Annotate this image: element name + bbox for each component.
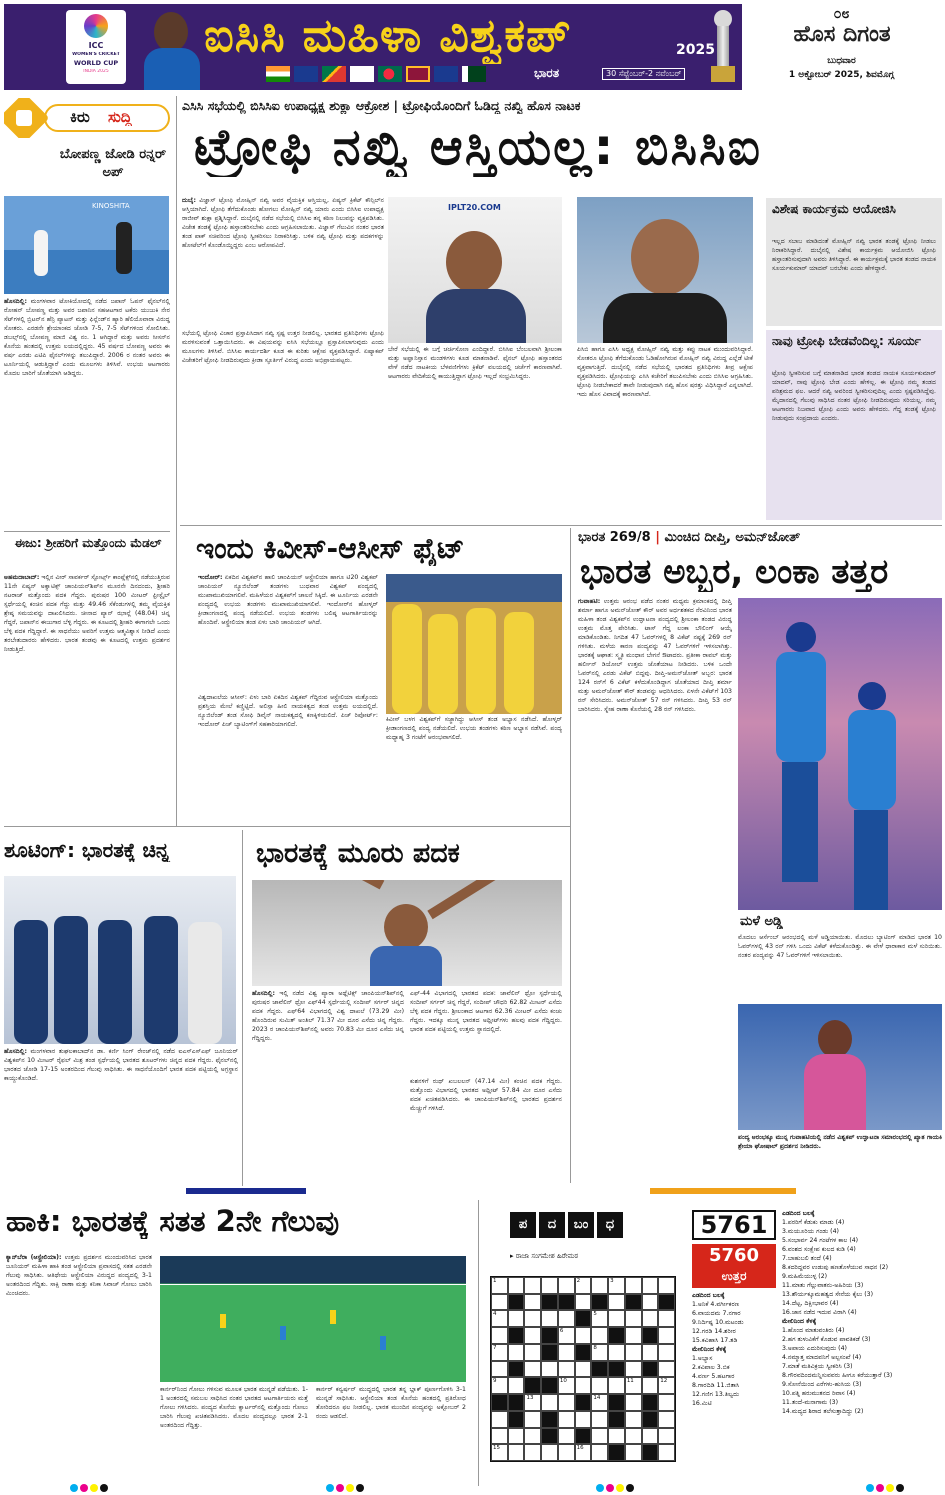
crossword-block bbox=[575, 1310, 592, 1327]
crossword-block bbox=[575, 1344, 592, 1361]
hockey-body-c: ಕಾರ್ನರ್ ಕನ್ವರ್ಷನ್ ಮುದ್ದದಲ್ಲಿ ಭಾರತ ತನ್ನ ಬ್ಲಾಕ್ ಪೂರ್ಣಗೊಳಿಸಿ 3-1 ಮುನ್ನಡೆ ಸಾಧಿಸಿತು. ಆಸ್ಟ್ರೇಲಿಯಾ ತಂಡ ಕೊನೆಯ ಹಂತದಲ್ಲಿ ಪ್ರತಿರೋಧ ತೋರಿದರೂ ಫಲ ನೀಡಲಿಲ್ಲ. ಭಾರತ ಮುಂದಿನ ಪಂದ್ಯವನ್ನು ಅಕ್ಟೋಬರ್ 2 ರಂದು ಆಡಲಿದೆ. bbox=[316, 1386, 466, 1420]
shooting-team-photo bbox=[4, 876, 236, 1044]
crossword-cell[interactable] bbox=[508, 1444, 525, 1461]
crossword-block bbox=[491, 1394, 508, 1411]
crossword-block bbox=[541, 1327, 558, 1344]
banner bbox=[4, 4, 941, 90]
crossword-cell[interactable] bbox=[575, 1294, 592, 1311]
shoot-body: ಹೊಸದಿಲ್ಲಿ: ಮಂಗಳವಾರ ತುಘಲಕಾಬಾದ್‌ನ ಡಾ. ಕರ್ಣಿ ಸಿಂಗ್ ರೇಂಜ್‌ನಲ್ಲಿ ನಡೆದ ಐಎಸ್‌ಎಸ್‌ಎಫ್ ಜೂನಿಯರ್ ವಿಶ್ವಕಪ್‌ನ 10 ಮೀಟರ್ ರೈಫಲ್ ಮಿಶ್ರ ತಂಡ ಸ್ಪರ್ಧೆಯಲ್ಲಿ ಭಾರತದ ಶೂಟರ್‌ಗಳು ಚಿನ್ನದ ಪದಕ ಗೆದ್ದರು. ಫೈನಲ್‌ನಲ್ಲಿ ಭಾರತದ ಜೋಡಿ 17-15 ಅಂತರದಿಂದ ಗೆಲುವು ಸಾಧಿಸಿತು. ಈ ಸಾಧನೆಯೊಂದಿಗೆ ಭಾರತ ಪದಕ ಪಟ್ಟಿಯಲ್ಲಿ ಅಗ್ರಸ್ಥಾನ ಕಾಯ್ದುಕೊಂಡಿದೆ. bbox=[4, 1048, 238, 1082]
crossword-cell[interactable] bbox=[658, 1394, 675, 1411]
crossword-cell[interactable] bbox=[524, 1444, 541, 1461]
kirusuddi-body: ಹೊಸದಿಲ್ಲಿ: ಮಂಗಳವಾರ ಟೋಕಿಯೋದಲ್ಲಿ ನಡೆದ ಜಪಾನ್ ಓಪನ್ ಫೈನಲ್‌ನಲ್ಲಿ ರೋಹನ್ ಬೋಪಣ್ಣ ಮತ್ತು ಅವರ ಜಪಾನಿನ ಸಹಆಟಗಾರ ಟಕೆರು ಯುಜುಕಿ ನೇರ ಸೆಟ್‌ಗಳಲ್ಲಿ ಬ್ರಿಟನ್‌ನ ಹೆನ್ರಿ ಪ್ಯಾಟನ್ ಮತ್ತು ಫಿನ್ಲೆಂಡ್‌ನ ಹ್ಯಾರಿ ಹೆಲಿಯೊವಾರಾ ವಿರುದ್ಧ ಸೋತರು. ಎರಡನೇ ಶ್ರೇಯಾಂಕದ ಜೋಡಿ 7-5, 7-5 ಸೆಟ್‌ಗಳಿಂದ ಸೋಲಿಸಿತು. ಡಬಲ್ಸ್‌ನಲ್ಲಿ ಬೋಪಣ್ಣ ಮಾಜಿ ವಿಶ್ವ ನಂ. 1 ಆಗಿದ್ದಾರೆ ಮತ್ತು ಅವರು ಸೀಸನ್‌ನ ಕೊನೆಯ ಹಂತದಲ್ಲಿ ಉತ್ತಮ ಲಯದಲ್ಲಿದ್ದರು. 45 ವರ್ಷದ ಬೋಪಣ್ಣ ಅವರು ಈ ವರ್ಷ ಎರಡು ಎಟಿಪಿ ಫೈನಲ್‌ಗಳನ್ನು ತಲುಪಿದ್ದಾರೆ. 2006 ರ ನಂತರ ಅವರು ಈ ಟೂರ್ನಿಯಲ್ಲಿ ಆಡುತ್ತಿದ್ದಾರೆ ಎಂದು ಮೂಲಗಳು ತಿಳಿಸಿವೆ. ಉಭಯ ಆಟಗಾರರು ಮೊದಲ ಬಾರಿಗೆ ಜೊತೆಯಾಗಿ ಆಡಿದ್ದರು. bbox=[4, 298, 170, 377]
kiwi-caption: ಕಿವೀಸ್ ಬಳಗ ವಿಶ್ವಕಪ್‌ಗೆ ಸಜ್ಜಾಗಿದ್ದು ಆಸೀಸ್ ತಂಡ ಅಭ್ಯಾಸ ನಡೆಸಿದೆ. ಹೋಳ್ಕರ್ ಕ್ರೀಡಾಂಗಣದಲ್ಲಿ ಪಂದ್ಯ ನಡೆಯಲಿದೆ. ಉಭಯ ತಂಡಗಳು ಕಠಿಣ ಅಭ್ಯಾಸ ನಡೆಸಿವೆ. ಪಂದ್ಯ ಮಧ್ಯಾಹ್ನ 3 ಗಂಟೆಗೆ ಆರಂಭವಾಗಲಿದೆ. bbox=[386, 716, 562, 741]
crossword-cell[interactable] bbox=[491, 1294, 508, 1311]
crossword-cell[interactable] bbox=[558, 1310, 575, 1327]
crossword-cell[interactable]: 10 bbox=[558, 1377, 575, 1394]
team-flags bbox=[266, 66, 508, 84]
crossword-cell[interactable]: 12 bbox=[658, 1377, 675, 1394]
crossword-cell[interactable]: 9 bbox=[491, 1377, 508, 1394]
crossword-cell[interactable] bbox=[608, 1310, 625, 1327]
crossword-block bbox=[508, 1327, 525, 1344]
crossword-block bbox=[658, 1294, 675, 1311]
crossword-block bbox=[642, 1361, 659, 1378]
crossword-title: ಪ ದ ಬಂ ಧ bbox=[510, 1212, 623, 1238]
crossword-cell[interactable] bbox=[575, 1361, 592, 1378]
crossword-block bbox=[541, 1377, 558, 1394]
crossword-cell[interactable]: 6 bbox=[558, 1327, 575, 1344]
crossword-cell[interactable] bbox=[508, 1428, 525, 1445]
crossword-cell[interactable] bbox=[625, 1344, 642, 1361]
crossword-cell[interactable]: 14 bbox=[591, 1394, 608, 1411]
crossword-cell[interactable] bbox=[591, 1377, 608, 1394]
banner-year: 2025 bbox=[676, 42, 715, 58]
medal-body-b: ಎಫ್-44 ವಿಭಾಗದಲ್ಲಿ ಭಾರತದ ಪದಕ: ಜಾವೆಲಿನ್ ಥ್ರೋ ಸ್ಪರ್ಧೆಯಲ್ಲಿ ಸಂದೀಪ್ ಸರ್ಗರ್ ಚಿನ್ನ ಗೆದ್ದರೆ, ಸಂದೀಪ್ ಚೌಧರಿ 62.82 ಮೀಟರ್ ಎಸೆದು ಬೆಳ್ಳಿ ಪದಕ ಗೆದ್ದರು. ಶ್ರೀಲಂಕಾದ ಆಟಗಾರ 62.36 ಮೀಟರ್ ಎಸೆದು ಕಂಚು ಗೆದ್ದರು. ಇದಕ್ಕೂ ಮುನ್ನ ಭಾರತದ ಅಥ್ಲೀಟ್‌ಗಳು ಹಲವು ಪದಕ ಗೆದ್ದಿದ್ದರು. ಭಾರತ ಪದಕ ಪಟ್ಟಿಯಲ್ಲಿ ಉತ್ತಮ ಸ್ಥಾನದಲ್ಲಿದೆ. bbox=[410, 990, 562, 1033]
shreya-caption: ಪಂದ್ಯ ಆರಂಭಕ್ಕೂ ಮುನ್ನ ಗುವಾಹಟಿಯಲ್ಲಿ ನಡೆದ ವಿಶ್ವಕಪ್ ಉದ್ಘಾಟನಾ ಸಮಾರಂಭದಲ್ಲಿ ಖ್ಯಾತ ಗಾಯಕಿ ಶ್ರೇಯಾ ಘೋಷಾಲ್ ಪ್ರದರ್ಶನ ನೀಡಿದರು. bbox=[738, 1134, 942, 1150]
crossword-cell[interactable] bbox=[658, 1361, 675, 1378]
crossword-cell[interactable] bbox=[608, 1377, 625, 1394]
crossword-block bbox=[508, 1294, 525, 1311]
crossword-cell[interactable] bbox=[625, 1361, 642, 1378]
crossword-cell[interactable] bbox=[575, 1327, 592, 1344]
crossword-cell[interactable] bbox=[524, 1428, 541, 1445]
crossword-cell[interactable] bbox=[491, 1361, 508, 1378]
special-box: ವಿಶೇಷ ಕಾರ್ಯಕ್ರಮ ಆಯೋಜಿಸಿ ಇಲ್ಲದ ಸಬಾಬ ಮಾಡಿದಂತೆ ಮೋಹ್ಸಿನ್ ನಖ್ವಿ ಭಾರತ ತಂಡಕ್ಕೆ ಟ್ರೋಫಿ ನೀಡಲು ನಿರಾಕರಿಸಿದ್ದಾರೆ. ದುಬೈನಲ್ಲಿ ವಿಶೇಷ ಕಾರ್ಯಕ್ರಮ ಆಯೋಜಿಸಿ ಟ್ರೋಫಿ ಹಸ್ತಾಂತರಿಸುವುದಾಗಿ ಅವರು ತಿಳಿಸಿದ್ದಾರೆ. ಈ ಕಾರ್ಯಕ್ರಮಕ್ಕೆ ಭಾರತ ತಂಡದ ನಾಯಕ ಸೂರ್ಯಕುಮಾರ್ ಯಾದವ್ ಬರಬೇಕು ಎಂದು ಹೇಳಿದ್ದಾರೆ. bbox=[766, 198, 942, 326]
masthead bbox=[742, 4, 941, 90]
crossword-cell[interactable] bbox=[541, 1310, 558, 1327]
crossword-cell[interactable] bbox=[541, 1394, 558, 1411]
crossword-block bbox=[625, 1294, 642, 1311]
crossword-block bbox=[642, 1327, 659, 1344]
crossword-cell[interactable]: 1 bbox=[491, 1277, 508, 1294]
crossword-cell[interactable]: 15 bbox=[491, 1444, 508, 1461]
lead-col4: ಪಿಸಿಬಿ ಹಾಗೂ ಎಸಿಸಿ ಅಧ್ಯಕ್ಷ ಮೋಹ್ಸಿನ್ ನಖ್ವಿ ಮತ್ತು ಕಪ್ಪು ನಾಟಕ ಮುಂದುವರಿಸಿದ್ದಾರೆ. ಸೋತರೂ ಟ್ರೋಫಿ ತೆಗೆದುಕೊಂಡು ಓಡಿಹೋಗಿರುವ ಮೋಹ್ಸಿನ್ ನಖ್ವಿ ವಿರುದ್ಧ ಎಲ್ಲೆಡೆ ಟೀಕೆ ವ್ಯಕ್ತವಾಗುತ್ತಿದೆ. ದುಬೈನಲ್ಲಿ ನಡೆದ ಸಭೆಯಲ್ಲಿ ಭಾರತದ ಪ್ರತಿನಿಧಿಗಳು ತೀವ್ರ ಆಕ್ಷೇಪ ವ್ಯಕ್ತಪಡಿಸಿದರು. ಟ್ರೋಫಿಯನ್ನು ಎಸಿಸಿ ಕಚೇರಿಗೆ ತಲುಪಿಸಬೇಕು ಎಂದು ಬಿಸಿಸಿಐ ಆಗ್ರಹಿಸಿತು. ಟ್ರೋಫಿ ನೀಡಬೇಕಾದರೆ ತಾವೇ ನೀಡುವುದಾಗಿ ನಖ್ವಿ ಹೊಸ ಷರತ್ತು ವಿಧಿಸಿದ್ದಾರೆ ಎನ್ನಲಾಗಿದೆ. ಇದು ಹೊಸ ವಿವಾದಕ್ಕೆ ಕಾರಣವಾಗಿದೆ. bbox=[577, 346, 753, 398]
medal-body-c: ಕುಶನಳಿಗೆ ರುಥ್ ಖಬಲಲನ್ (47.14 ಮೀ) ಕಂಚಿನ ಪದಕ ಗೆದ್ದರು. ಮತ್ತೊಂದು ವಿಭಾಗದಲ್ಲಿ ಭಾರತದ ಅಥ್ಲೀಟ್ 57.84 ಮೀ ದೂರ ಎಸೆದು ಪದಕ ಖಚಿತಪಡಿಸಿದರು. ಈ ಚಾಂಪಿಯನ್‌ಶಿಪ್‌ನಲ್ಲಿ ಭಾರತದ ಪ್ರದರ್ಶನ ಮೆಚ್ಚುಗೆ ಗಳಿಸಿದೆ. bbox=[410, 1078, 562, 1112]
crossword-cell[interactable]: 5 bbox=[591, 1310, 608, 1327]
medal-body-a: ಹೊಸದಿಲ್ಲಿ: ಇಲ್ಲಿ ನಡೆದ ವಿಶ್ವ ಪ್ಯಾರಾ ಅಥ್ಲೆಟಿಕ್ಸ್ ಚಾಂಪಿಯನ್‌ಶಿಪ್‌ನಲ್ಲಿ ಪುರುಷರ ಜಾವೆಲಿನ್ ಥ್ರೋ ಎಫ್44 ಸ್ಪರ್ಧೆಯಲ್ಲಿ ಸಂದೀಪ್ ಸರ್ಗರ್ ಚಿನ್ನದ ಪದಕ ಗೆದ್ದರು. ಎಫ್64 ವಿಭಾಗದಲ್ಲಿ ವಿಶ್ವ ದಾಖಲೆ (73.29 ಮೀ) ಹೊಂದಿರುವ ಸುಮಿತ್ ಅಂತಿಲ್ 71.37 ಮೀ ದೂರ ಎಸೆದು ಚಿನ್ನ ಗೆದ್ದರು. 2023 ರ ಚಾಂಪಿಯನ್‌ಶಿಪ್‌ನಲ್ಲಿ ಅವರು 70.83 ಮೀ ದೂರ ಎಸೆದು ಚಿನ್ನ ಗೆದ್ದಿದ್ದರು. bbox=[252, 990, 404, 1042]
crossword-cell[interactable] bbox=[658, 1411, 675, 1428]
crossword-cell[interactable] bbox=[491, 1428, 508, 1445]
lead-kicker: ಎಸಿಸಿ ಸಭೆಯಲ್ಲಿ ಬಿಸಿಸಿಐ ಉಪಾಧ್ಯಕ್ಷ ಶುಕ್ಲಾ ಆಕ್ರೋಶ | ಟ್ರೋಫಿಯೊಂದಿಗೆ ಓಡಿದ್ದ ನಖ್ವಿ ಹೊಸ ನಾಟಕ bbox=[182, 98, 581, 113]
crossword-compiler: ▸ ರಾಜಾ ಸಂಗಮೇಶ ಹಿರೇಮಠ bbox=[510, 1252, 579, 1260]
crossword-cell[interactable] bbox=[658, 1310, 675, 1327]
lead-headline: ಟ್ರೋಫಿ ನಖ್ವಿ ಆಸ್ತಿಯಲ್ಲ: ಬಿಸಿಸಿಐ bbox=[194, 118, 762, 176]
rain-title: ಮಳೆ ಅಡ್ಡಿ bbox=[740, 914, 783, 929]
hockey-body-a: ಕ್ಯಾನ್‌ಬೆರಾ (ಆಸ್ಟ್ರೇಲಿಯಾ): ಉತ್ತಮ ಪ್ರದರ್ಶನ ಮುಂದುವರಿಸಿದ ಭಾರತ ಜೂನಿಯರ್ ಮಹಿಳಾ ಹಾಕಿ ತಂಡ ಆಸ್ಟ್ರೇಲಿಯಾ ಪ್ರವಾಸದಲ್ಲಿ ಸತತ ಎರಡನೇ ಗೆಲುವು ಸಾಧಿಸಿತು. ಆತಿಥೇಯ ಆಸ್ಟ್ರೇಲಿಯಾ ವಿರುದ್ಧದ ಪಂದ್ಯದಲ್ಲಿ 3-1 ಅಂತರದಿಂದ ಗೆದ್ದಿತು. ಸಾಕ್ಷಿ ರಾಣಾ ಮತ್ತು ಕನಿಕಾ ಸಿವಾಚ್ ಗೋಲು ಬಾರಿಸಿ ಮಿಂಚಿದರು. bbox=[6, 1254, 152, 1297]
surya-box: ನಾವು ಟ್ರೋಫಿ ಬೇಡವೆಂದಿಲ್ಲ: ಸೂರ್ಯ ಟ್ರೋಫಿ ಸ್ವೀಕರಿಸುವ ಬಗ್ಗೆ ಮಾತನಾಡಿದ ಭಾರತ ತಂಡದ ನಾಯಕ ಸೂರ್ಯಕುಮಾರ್ ಯಾದವ್, ನಾವು ಟ್ರೋಫಿ ಬೇಡ ಎಂದು ಹೇಳಿಲ್ಲ. ಈ ಟ್ರೋಫಿ ನಮ್ಮ ತಂಡದ ಪರಿಶ್ರಮದ ಫಲ. ಆದರೆ ನಖ್ವಿ ಅವರಿಂದ ಸ್ವೀಕರಿಸುವುದಿಲ್ಲ ಎಂದು ಸ್ಪಷ್ಟಪಡಿಸಿದ್ದೆವು. ಮೈದಾನದಲ್ಲಿ ಗೆಲುವು ಸಾಧಿಸಿದ ನಂತರ ಟ್ರೋಫಿ ನೀಡದಿರುವುದು ಸರಿಯಲ್ಲ. ನಮ್ಮ ಆಟಗಾರರು ನಿಜವಾದ ಟ್ರೋಫಿ ಎಂದು ಅವರು ಹೇಳಿದರು. ಗೆದ್ದ ತಂಡಕ್ಕೆ ಟ್ರೋಫಿ ನೀಡುವುದು ಸಂಪ್ರದಾಯ ಎಂದರು. bbox=[766, 330, 942, 520]
kiwi-body-b: ವಿಶ್ವದಾಖಲೆಯ ಆಸೀಸ್: ಏಳು ಬಾರಿ ಏಕದಿನ ವಿಶ್ವಕಪ್ ಗೆದ್ದಿರುವ ಆಸ್ಟ್ರೇಲಿಯಾ ಮತ್ತೊಂದು ಪ್ರಶಸ್ತಿಯ ಮೇಲೆ ಕಣ್ಣಿಟ್ಟಿದೆ. ಅಲಿಸ್ಸಾ ಹೀಲಿ ನಾಯಕತ್ವದ ತಂಡ ಉತ್ತಮ ಲಯದಲ್ಲಿದೆ. ನ್ಯೂಜಿಲೆಂಡ್ ತಂಡ ಸೋಫಿ ಡಿವೈನ್ ನಾಯಕತ್ವದಲ್ಲಿ ಕಣಕ್ಕಿಳಿಯಲಿದೆ. ಪಿಚ್ ರಿಪೋರ್ಟ್: ಇಂದೋರ್ ಪಿಚ್ ಬ್ಯಾಟಿಂಗ್‌ಗೆ ಸಹಕಾರಿಯಾಗಲಿದೆ. bbox=[198, 694, 378, 728]
crossword-cell[interactable] bbox=[658, 1444, 675, 1461]
banner-title: ಐಸಿಸಿ ಮಹಿಳಾ ವಿಶ್ವಕಪ್ bbox=[204, 8, 572, 62]
crossword-cell[interactable] bbox=[658, 1344, 675, 1361]
crossword-cell[interactable] bbox=[625, 1411, 642, 1428]
crossword-block bbox=[508, 1411, 525, 1428]
crossword-cell[interactable] bbox=[625, 1277, 642, 1294]
crossword-cell[interactable] bbox=[558, 1361, 575, 1378]
crossword-cell[interactable]: 7 bbox=[491, 1344, 508, 1361]
shoot-headline: ಶೂಟಿಂಗ್: ಭಾರತಕ್ಕೆ ಚಿನ್ನ bbox=[4, 838, 170, 862]
rain-body: ಮೊದಲು ಆರ್ಸೆಂಬ್ ಆರಂಭದಲ್ಲಿ ಮಳೆ ಅಡ್ಡಿಯಾಯಿತು. ಮೊದಲು ಬ್ಯಾಟಿಂಗ್ ಮಾಡಿದ ಭಾರತ 10 ಓವರ್‌ಗಳಲ್ಲಿ 43 ರನ್ ಗಳಿಸಿ ಒಂದು ವಿಕೆಟ್ ಕಳೆದುಕೊಂಡಿತ್ತು. ಈ ವೇಳೆ ಧಾರಾಕಾರ ಮಳೆ ಸುರಿಯಿತು. ನಂತರ ಪಂದ್ಯವನ್ನು 47 ಓವರ್‌ಗಳಿಗೆ ಇಳಿಸಲಾಯಿತು. bbox=[738, 934, 942, 959]
australia-team-photo bbox=[386, 574, 562, 714]
crossword-cell[interactable] bbox=[591, 1411, 608, 1428]
crossword-cell[interactable] bbox=[524, 1294, 541, 1311]
crossword-block bbox=[541, 1428, 558, 1445]
crossword-cell[interactable] bbox=[524, 1327, 541, 1344]
crossword-number: 5761 bbox=[692, 1210, 776, 1240]
crossword-block bbox=[524, 1377, 541, 1394]
swim-headline: ಈಜು: ಶ್ರೀಹರಿಗೆ ಮತ್ತೊಂದು ಮೆಡಲ್ bbox=[14, 536, 162, 550]
crossword-cell[interactable] bbox=[658, 1327, 675, 1344]
kiwi-headline: ಇಂದು ಕಿವೀಸ್-ಆಸೀಸ್ ಫೈಟ್ bbox=[196, 532, 465, 565]
crossword-cell[interactable] bbox=[508, 1377, 525, 1394]
crossword-cell[interactable]: 11 bbox=[625, 1377, 642, 1394]
crossword-cell[interactable] bbox=[591, 1428, 608, 1445]
lead-col1: ದುಬೈ: ವಿಜ್ಞಾಸ್ ಟ್ರೋಫಿ ಮೋಹ್ಸಿನ್ ನಖ್ವಿ ಅವರ ವೈಯಕ್ತಿಕ ಆಸ್ತಿಯಲ್ಲ, ಏಷ್ಯನ್ ಕ್ರಿಕೆಟ್ ಕೌನ್ಸಿಲ್‌ನ ಆಸ್ತಿಯಾಗಿದೆ. ಟ್ರೋಫಿ ತೆಗೆದುಕೊಂಡು ಹೋಗಲು ಮೋಹ್ಸಿನ್ ನಖ್ವಿ ಯಾರು ಎಂದು ಬಿಸಿಸಿಐ ಉಪಾಧ್ಯಕ್ಷ ರಾಜೀವ್ ಶುಕ್ಲಾ ಪ್ರಶ್ನಿಸಿದ್ದಾರೆ. ದುಬೈನಲ್ಲಿ ನಡೆದ ಸಭೆಯಲ್ಲಿ ಬಿಸಿಸಿಐ ತನ್ನ ಕಠಿಣ ನಿಲುವನ್ನು ವ್ಯಕ್ತಪಡಿಸಿತು. ವಿಜೇತ ತಂಡಕ್ಕೆ ಟ್ರೋಫಿ ಹಸ್ತಾಂತರಿಸಬೇಕು ಎಂದು ಆಗ್ರಹಿಸಲಾಯಿತು. ವಿಜ್ಞಾಸ್ ಗೆಲುವಿನ ನಂತರ ಭಾರತ ತಂಡ ಪಾಕ್ ಸಚಿವರಿಂದ ಟ್ರೋಫಿ ಸ್ವೀಕರಿಸಲು ನಿರಾಕರಿಸಿತ್ತು. ಬಳಿಕ ನಖ್ವಿ ಟ್ರೋಫಿ ಮತ್ತು ಪದಕಗಳನ್ನು ಹೋಟೆಲ್‌ಗೆ ಕೊಂಡೊಯ್ದಿದ್ದರು ಎಂಬ ಆರೋಪವಿದೆ. bbox=[182, 197, 384, 249]
banner-dates: 30 ಸೆಪ್ಟೆಂಬರ್-2 ನವೆಂಬರ್ bbox=[602, 68, 685, 80]
india-batters-photo bbox=[738, 598, 942, 910]
hockey-headline: ಹಾಕಿ: ಭಾರತಕ್ಕೆ ಸತತ 2ನೇ ಗೆಲುವು bbox=[6, 1204, 340, 1238]
crossword-cell[interactable] bbox=[524, 1411, 541, 1428]
clues: ಎಡದಿಂದ ಬಲಕ್ಕೆ 1.ಪರರಿಗೆ ಕೆಡುಕು ಮಾಡು (4) 3.ಮಯೂರಿಯ ಗಂಡು (4) 5.ಸಂಭಾರ್ವ 24 ಗಂಟೆಗಳ ಕಾಲ (4) 6.ವಂಶದ ಸಂಕ್ಷೇಪ ಕುಲದ ಕುಡಿ (4) 7.ಬಾಹುಬಲಿ ತಂದೆ (4) 8.ಕದರಿದ್ದವರ ಉಡುಪು ಹಣತೊಳೆಯುವ ಸಾಧನ (2) 9.ಮಹಿಮೆಯುಳ್ಳ (2) 11.ಮಾತು ಗೆಲ್ಲುವಾತನು-ಅಹಿರಿಯ (3) 13.ಶೌರ್ಯಕ್ಕೂಮಹತ್ವದ ಸೇನೆಯ ಕೈಲು (3) 14.ದೆಟ್ಟ, ದಿಕ್ಷೀಭಾವರ (4) 16.ಜಾನ ನಡೆದ ಇದುವ ವಿರಾಗಿ (4) ಮೇಲಿನಿಂದ ಕೆಳಕ್ಕೆ 1.ಹೊಂದ ಮಾತುವಂತಿರು (4) 2.ಹಗ ತುಳುವಿಕೆಗೆ ಕೊಡುವ ಪಾವತಿಕಡೆ (3) 3.ಅಪಾಯ ಎದುರಿಸುವುದು (4) 4.ನಮ್ಮಾತ್ತ ಮಾದವನಿಗೆ ಅಲ್ಪಸಂಖೆ (4) 7.ಮಾತೆ ಮತಿವಿಕ್ರಯ ಸ್ವೀಕರಿಸಿ (3) 8.ಗೌರವದಿಂದಮನ್ನಿಸುವವರು ಹೀಗೂ ಕರೆಯುತ್ತಾರೆ (3) 9.ಸೋನೆಯಿಂದ ಎರೆಗಳು-ಹುಸಿಯ (3) 10.ಪತ್ನಿ ಹರುಮುತನದ ರಿವಾಸ (4) 11.ತಂದೆ-ಮನಾಗಾಮ (3) 14.ಮದ್ಯದ ಶಿರಾದ ತಲೆಸುತ್ತಾದಿದ್ದು (2) bbox=[782, 1210, 893, 1415]
issue-day: ಬುಧವಾರ bbox=[827, 56, 856, 66]
prev-answer-box: 5760 ಉತ್ತರ bbox=[692, 1244, 776, 1288]
crossword-cell[interactable] bbox=[524, 1344, 541, 1361]
crossword-cell[interactable] bbox=[625, 1444, 642, 1461]
crossword-cell[interactable] bbox=[642, 1428, 659, 1445]
crossword-block bbox=[608, 1361, 625, 1378]
hockey-photo bbox=[160, 1256, 466, 1382]
crossword-cell[interactable] bbox=[642, 1377, 659, 1394]
crossword-cell[interactable] bbox=[642, 1294, 659, 1311]
crossword-cell[interactable] bbox=[541, 1361, 558, 1378]
crossword-cell[interactable] bbox=[575, 1377, 592, 1394]
crossword-block bbox=[642, 1394, 659, 1411]
player-photo bbox=[136, 4, 206, 90]
crossword-cell[interactable] bbox=[658, 1428, 675, 1445]
crossword-grid[interactable] bbox=[490, 1276, 676, 1462]
crossword-cell[interactable] bbox=[558, 1394, 575, 1411]
crossword-cell[interactable] bbox=[625, 1327, 642, 1344]
javelin-photo bbox=[252, 880, 562, 986]
crossword-block bbox=[575, 1394, 592, 1411]
crossword-block bbox=[642, 1444, 659, 1461]
world-cup-logo-icon: ICC WOMEN'S CRICKET WORLD CUP INDIA 2025 bbox=[66, 10, 126, 84]
crossword-cell[interactable] bbox=[608, 1294, 625, 1311]
india-headline: ಭಾರತ ಅಬ್ಬರ, ಲಂಕಾ ತತ್ತರ bbox=[580, 552, 889, 592]
crossword-cell[interactable] bbox=[625, 1394, 642, 1411]
crossword-cell[interactable] bbox=[558, 1444, 575, 1461]
crossword-cell[interactable] bbox=[642, 1344, 659, 1361]
crossword-cell[interactable] bbox=[491, 1327, 508, 1344]
crossword-cell[interactable]: 16 bbox=[575, 1444, 592, 1461]
crossword-cell[interactable]: 3 bbox=[608, 1277, 625, 1294]
crossword-block bbox=[558, 1294, 575, 1311]
crossword-cell[interactable] bbox=[625, 1310, 642, 1327]
crossword-block bbox=[608, 1394, 625, 1411]
crossword-cell[interactable] bbox=[524, 1310, 541, 1327]
crossword-cell[interactable] bbox=[608, 1344, 625, 1361]
crossword-cell[interactable]: 2 bbox=[575, 1277, 592, 1294]
crossword-cell[interactable] bbox=[558, 1277, 575, 1294]
crossword-cell[interactable]: 4 bbox=[491, 1310, 508, 1327]
crossword-cell[interactable] bbox=[591, 1277, 608, 1294]
crossword-cell[interactable] bbox=[508, 1344, 525, 1361]
crossword-cell[interactable] bbox=[558, 1411, 575, 1428]
crossword-cell[interactable]: 8 bbox=[591, 1344, 608, 1361]
lead-col3: ಬೇರೆ ಸಭೆಯಲ್ಲಿ ಈ ಬಗ್ಗೆ ಚರ್ಚಿಸೋಣ ಎಂದಿದ್ದಾರೆ. ಬಿಸಿಸಿಐ ಬೆಂಬಲವಾಗಿ ಶ್ರೀಲಂಕಾ ಮತ್ತು ಅಫ್ಘಾನಿಸ್ತಾನ ಮಂಡಳಿಗಳು ಕೂಡ ಮಾತನಾಡಿವೆ. ಫೈನಲ್ ಟ್ರೋಫಿ ಹಸ್ತಾಂತರದ ವೇಳೆ ನಡೆದ ನಾಟಕೀಯ ಬೆಳವಣಿಗೆಗಳು ಕ್ರಿಕೆಟ್ ವಲಯದಲ್ಲಿ ಚರ್ಚೆಗೆ ಕಾರಣವಾಗಿವೆ. ಆಟಗಾರರು ವೇದಿಕೆಯಲ್ಲಿ ಕಾಯುತ್ತಿದ್ದಾಗ ಟ್ರೋಫಿ ಇಲ್ಲದೆ ಸಂಭ್ರಮಿಸಿದ್ದರು. bbox=[388, 346, 562, 380]
swim-body: ಅಹಮದಾಬಾದ್: ಇಲ್ಲಿನ ವೀರ್ ಸಾವರ್ಕರ್ ಸ್ಪೋರ್ಟ್ಸ್ ಕಾಂಪ್ಲೆಕ್ಸ್‌ನಲ್ಲಿ ನಡೆಯುತ್ತಿರುವ 11ನೇ ಏಷ್ಯನ್ ಅಕ್ವಾಟಿಕ್ಸ್ ಚಾಂಪಿಯನ್‌ಶಿಪ್‌ನ ಮೂರನೇ ದಿನದಂದು, ಶ್ರೀಹರಿ ನಟರಾಜ್ ಮತ್ತೊಂದು ಪದಕ ಗೆದ್ದರು. ಪುರುಷರ 100 ಮೀಟರ್ ಫ್ರೀಸ್ಟೈಲ್ ಸ್ಪರ್ಧೆಯಲ್ಲಿ ಕಂಚಿನ ಪದಕ ಗೆದ್ದು ಮತ್ತು 49.46 ಸೆಕೆಂಡುಗಳಲ್ಲಿ ತಮ್ಮ ವೈಯಕ್ತಿಕ ಶ್ರೇಷ್ಠ ಸಮಯವನ್ನು ದಾಖಲಿಸಿದರು. ಚೀನಾದ ಪ್ಯಾನ್ ಝಾನ್ಲೆ (48.04) ಚಿನ್ನ ಗೆದ್ದರೆ, ಜಪಾನ್‌ನ ಈಜುಗಾರ ಬೆಳ್ಳಿ ಗೆದ್ದರು. ಈ ಕೂಟದಲ್ಲಿ ಶ್ರೀಹರಿ ಈಗಾಗಲೇ ಒಂದು ಬೆಳ್ಳಿ ಪದಕ ಗೆದ್ದಿದ್ದಾರೆ. ಈ ಸಾಧನೆಯು ಅವರಿಗೆ ಉತ್ತಮ ಆತ್ಮವಿಶ್ವಾಸ ನೀಡಿದೆ ಎಂದು ತರಬೇತುದಾರರು ಹೇಳಿದರು. ಭಾರತ ತಂಡವು ಈ ಕೂಟದಲ್ಲಿ ಉತ್ತಮ ಪ್ರದರ್ಶನ ನೀಡುತ್ತಿದೆ. bbox=[4, 574, 170, 653]
trophy-icon bbox=[708, 10, 738, 86]
crossword-cell[interactable] bbox=[541, 1277, 558, 1294]
crossword-cell[interactable] bbox=[524, 1361, 541, 1378]
crossword-cell[interactable] bbox=[608, 1428, 625, 1445]
color-strip bbox=[186, 1188, 306, 1194]
paper-name: ಹೊಸ ದಿಗಂತ bbox=[793, 22, 891, 47]
crossword-block bbox=[608, 1444, 625, 1461]
crossword-cell[interactable] bbox=[642, 1277, 659, 1294]
crossword-cell[interactable]: 13 bbox=[524, 1394, 541, 1411]
crossword-block bbox=[608, 1411, 625, 1428]
crossword-cell[interactable] bbox=[575, 1411, 592, 1428]
india-body: ಗುವಾಹಟಿ: ಉತ್ತಮ ಆರಂಭ ಪಡೆದ ನಂತರ ಮಧ್ಯಮ ಕ್ರಮಾಂಕದಲ್ಲಿ ದೀಪ್ತಿ ಶರ್ಮಾ ಹಾಗೂ ಅಮನ್‌ಜೋತ್ ಕೌರ್ ಅವರ ಅರ್ಧಶತಕದ ನೆರವಿನಿಂದ ಭಾರತ ಮಹಿಳಾ ತಂಡ ವಿಶ್ವಕಪ್‌ನ ಉದ್ಘಾಟನಾ ಪಂದ್ಯದಲ್ಲಿ ಶ್ರೀಲಂಕಾ ತಂಡದ ವಿರುದ್ಧ ಉತ್ತಮ ಮೊತ್ತ ಪೇರಿಸಿತು. ಟಾಸ್ ಗೆದ್ದ ಲಂಕಾ ಬೌಲಿಂಗ್ ಆಯ್ಕೆ ಮಾಡಿಕೊಂಡಿತು. ನಿಗದಿತ 47 ಓವರ್‌ಗಳಲ್ಲಿ 8 ವಿಕೆಟ್ ನಷ್ಟಕ್ಕೆ 269 ರನ್ ಗಳಿಸಿತು. ಮಳೆಯ ಕಾರಣ ಪಂದ್ಯವನ್ನು 47 ಓವರ್‌ಗಳಿಗೆ ಇಳಿಸಲಾಗಿತ್ತು. ಭಾರತಕ್ಕೆ ಆಘಾತ: ಸ್ಮೃತಿ ಮಂಧಾನ ಬೇಗನೆ ಔಟಾದರು. ಪ್ರತೀಕಾ ರಾವಲ್ ಮತ್ತು ಹರ್ಲೀನ್ ಡಿಯೋಲ್ ಉತ್ತಮ ಜೊತೆಯಾಟ ನೀಡಿದರು. ಬಳಿಕ ಒಂದೇ ಓವರ್‌ನಲ್ಲಿ ಎರಡು ವಿಕೆಟ್ ಬಿದ್ದವು. ದೀಪ್ತಿ-ಅಮನ್‌ಜೋತ್ ಅಬ್ಬರ: ಭಾರತ 124 ರನ್‌ಗೆ 6 ವಿಕೆಟ್ ಕಳೆದುಕೊಂಡಿದ್ದಾಗ ಜೊತೆಯಾದ ದೀಪ್ತಿ ಶರ್ಮಾ ಮತ್ತು ಅಮನ್‌ಜೋತ್ ಕೌರ್ ತಂಡವನ್ನು ಆಧರಿಸಿದರು. ಏಳನೇ ವಿಕೆಟ್‌ಗೆ 103 ರನ್ ಸೇರಿಸಿದರು. ಅಮನ್‌ಜೋತ್ 57 ರನ್ ಗಳಿಸಿದರು. ದೀಪ್ತಿ 53 ರನ್ ಬಾರಿಸಿದರು. ಸ್ನೇಹ ರಾಣಾ ಕೊನೆಯಲ್ಲಿ 28 ರನ್ ಗಳಿಸಿದರು. bbox=[578, 598, 732, 713]
crossword-cell[interactable] bbox=[625, 1428, 642, 1445]
crossword-cell[interactable] bbox=[524, 1277, 541, 1294]
lead-col2: ಸಭೆಯಲ್ಲಿ ಟ್ರೋಫಿ ವಿಚಾರ ಪ್ರಸ್ತಾಪಿಸಿದಾಗ ನಖ್ವಿ ಸ್ಪಷ್ಟ ಉತ್ತರ ನೀಡಲಿಲ್ಲ. ಭಾರತದ ಪ್ರತಿನಿಧಿಗಳು ಟ್ರೋಫಿ ಮರಳಿಸುವಂತೆ ಒತ್ತಾಯಿಸಿದರು. ಈ ವಿಷಯವನ್ನು ಐಸಿಸಿ ಸಭೆಯಲ್ಲೂ ಪ್ರಸ್ತಾಪಿಸಲಾಗುವುದು ಎಂದು ಮೂಲಗಳು ತಿಳಿಸಿವೆ. ಬಿಸಿಸಿಐ ಕಾರ್ಯದರ್ಶಿ ಕೂಡ ಈ ಕುರಿತು ಆಕ್ಷೇಪ ವ್ಯಕ್ತಪಡಿಸಿದ್ದಾರೆ. ಏಷ್ಯಾಕಪ್ ವಿಜೇತರಿಗೆ ಟ್ರೋಫಿ ನೀಡದಿರುವುದು ಕ್ರೀಡಾ ಸ್ಫೂರ್ತಿಗೆ ವಿರುದ್ಧ ಎಂದು ಅಭಿಪ್ರಾಯಪಟ್ಟರು. bbox=[182, 330, 384, 364]
crossword-block bbox=[541, 1294, 558, 1311]
crossword-block bbox=[591, 1361, 608, 1378]
issue-date: 1 ಅಕ್ಟೋಬರ್ 2025, ಶಿವಮೊಗ್ಗ bbox=[788, 70, 895, 80]
crossword-cell[interactable] bbox=[508, 1277, 525, 1294]
kirusuddi-label: ಕಿರು ಸುದ್ದಿ bbox=[4, 98, 172, 138]
crossword-cell[interactable] bbox=[558, 1344, 575, 1361]
crossword-cell[interactable] bbox=[491, 1411, 508, 1428]
india-kicker: ಭಾರತ 269/8 | ಮಿಂಚಿದ ದೀಪ್ತಿ, ಅಮನ್‌ಜೋತ್ bbox=[578, 530, 801, 545]
crossword-block bbox=[541, 1344, 558, 1361]
crossword-block bbox=[508, 1361, 525, 1378]
shreya-ghoshal-photo bbox=[738, 1004, 942, 1130]
crossword-cell[interactable] bbox=[658, 1277, 675, 1294]
crossword-cell[interactable] bbox=[591, 1327, 608, 1344]
kirusuddi-headline: ಬೋಪಣ್ಣ ಜೋಡಿ ರನ್ನರ್ ಅಪ್ bbox=[59, 147, 167, 180]
crossword-block bbox=[608, 1327, 625, 1344]
medal-headline: ಭಾರತಕ್ಕೆ ಮೂರು ಪದಕ bbox=[256, 838, 460, 869]
answers: ಎಡದಿಂದ ಬಲಕ್ಕೆ 1.ಅನಿಕೆ 4.ವರ್ಗೀಕರಣ 6.ವಾಯದಮ 7.ನಗಾರ 9.ನಿರ್ದಿಷ್ಟ 10.ಮಟಂಡು 12.ಗರಡಿ 14.ಶರೀರ 15.ಕವಿಹಾಸಿ 17.ತಡಿ ಮೇಲಿನಿಂದ ಕೆಳಕ್ಕೆ 1.ಅಭ್ಯಾಸ 2.ಕವಿಪಾಲ 3.ಬಿಕ 4.ವರ್ಣ 5.ಹಟಗಾರ 8.ಗಾರದಿಡಿ 11.ಜಿತಾಸಿ 12.ಗಣಿಗ 13.ತಿಲ್ವದು 16.ಮಿಟಿ bbox=[692, 1292, 744, 1407]
shukla-photo: IPLT20.COM bbox=[388, 197, 562, 343]
crossword-cell[interactable] bbox=[508, 1310, 525, 1327]
crossword-cell[interactable] bbox=[558, 1428, 575, 1445]
crossword-cell[interactable] bbox=[642, 1310, 659, 1327]
crossword-block bbox=[575, 1428, 592, 1445]
tennis-photo: KINOSHITA bbox=[4, 196, 169, 294]
crossword-block bbox=[508, 1394, 525, 1411]
crossword-block bbox=[591, 1294, 608, 1311]
kiwi-body-a: ಇಂದೋರ್: ಏಕದಿನ ವಿಶ್ವಕಪ್‌ನ ಹಾಲಿ ಚಾಂಪಿಯನ್ ಆಸ್ಟ್ರೇಲಿಯಾ ಹಾಗೂ ಟಿ20 ವಿಶ್ವಕಪ್ ಚಾಂಪಿಯನ್ ನ್ಯೂಜಿಲೆಂಡ್ ತಂಡಗಳು ಬುಧವಾರ ವಿಶ್ವಕಪ್ ಪಂದ್ಯದಲ್ಲಿ ಮುಖಾಮುಖಿಯಾಗಲಿವೆ. ಮಹಿಳೆಯರ ವಿಶ್ವಕಪ್‌ಗೆ ಚಾಲನೆ ಸಿಕ್ಕಿದೆ. ಈ ಟೂರ್ನಿಯ ಎರಡನೇ ಪಂದ್ಯದಲ್ಲಿ ಉಭಯ ತಂಡಗಳು ಮುಖಾಮುಖಿಯಾಗಲಿವೆ. ಇಂದೋರ್‌ನ ಹೋಳ್ಕರ್ ಕ್ರೀಡಾಂಗಣದಲ್ಲಿ ಪಂದ್ಯ ನಡೆಯಲಿದೆ. ಉಭಯ ತಂಡಗಳು ಬಲಿಷ್ಠ ಆಟಗಾರ್ತಿಯರನ್ನು ಹೊಂದಿವೆ. ಆಸ್ಟ್ರೇಲಿಯಾ ತಂಡ ಏಳು ಬಾರಿ ಚಾಂಪಿಯನ್ ಆಗಿದೆ. bbox=[198, 574, 378, 626]
crossword-block bbox=[541, 1411, 558, 1428]
crossword-cell[interactable] bbox=[591, 1444, 608, 1461]
naqvi-photo bbox=[577, 197, 753, 343]
crossword-block bbox=[642, 1411, 659, 1428]
banner-venue: ಭಾರತ bbox=[534, 66, 560, 80]
crossword-cell[interactable] bbox=[541, 1444, 558, 1461]
hockey-body-b: ಕಾರ್ನರ್‌ನಿಂದ ಗೋಲು ಗಳಿಸುವ ಮೂಲಕ ಭಾರತ ಮುನ್ನಡೆ ಪಡೆಯಿತು. 1-1 ಅಂತರದಲ್ಲಿ ಸಮಬಲ ಸಾಧಿಸಿದ ನಂತರ ಭಾರತದ ಆಟಗಾರ್ತಿಯರು ಮತ್ತೆ ಗೋಲು ಗಳಿಸಿದರು. ಪಂದ್ಯದ ಕೊನೆಯ ಕ್ವಾರ್ಟರ್‌ನಲ್ಲಿ ಮತ್ತೊಂದು ಗೋಲು ಬಾರಿಸಿ ಗೆಲುವು ಖಚಿತಪಡಿಸಿದರು. ಮೊದಲ ಪಂದ್ಯದಲ್ಲೂ ಭಾರತ 2-1 ಅಂತರದಿಂದ ಗೆದ್ದಿತ್ತು. bbox=[160, 1386, 308, 1429]
page-number: ೦೮ bbox=[833, 6, 850, 22]
